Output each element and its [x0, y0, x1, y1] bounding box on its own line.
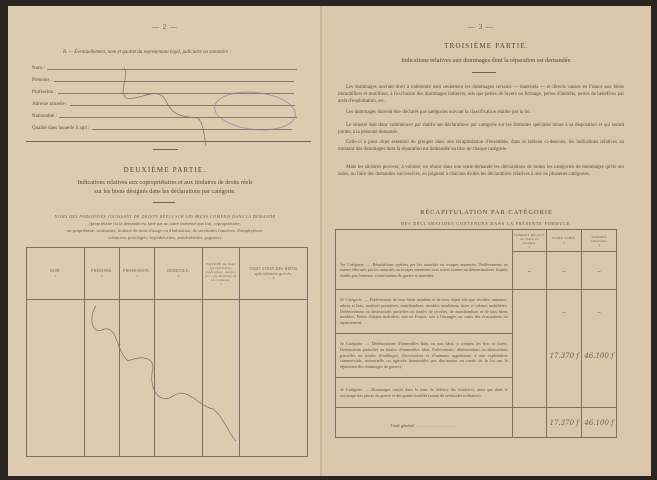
cell-sommes-recues[interactable]	[512, 334, 547, 378]
field-label: Nom :	[32, 66, 45, 71]
deuxieme-partie-subtitle-2: sur les biens désignés dans les déclarations par catégorie.	[94, 188, 236, 195]
page-number: — 3 —	[468, 23, 494, 31]
table-header-row	[336, 230, 617, 252]
table-row	[27, 300, 308, 457]
cell-sommes-demandees[interactable]: –	[582, 290, 617, 334]
cell-perte-subie[interactable]	[547, 378, 582, 408]
table-note-1: (propriétaire [si la demande est faite par un autre intéressé que lui], copropriétaire,	[89, 221, 241, 226]
page-left	[8, 6, 322, 476]
cell-category: 3e Catégorie. — Détériorations d'immeubles bâtis ou non bâtis, y compris les bois et forêts. Destructions partielles ou totales d'immeubles bâtis. Enlèvements, détériorations ou destructions partielles ou totales d'outillages, d'accessoires et d'animaux appartenant à une exploitation commerciale, industrielle ou agricole (immeubles par destination ou rurale de la loi sur la réparation des dommages de guerre).	[336, 334, 513, 378]
recapitulation-subtitle: DES DÉCLARATIONS CONTENUES DANS LA PRÉSENTE FORMULE.	[401, 221, 572, 226]
col-header-category	[336, 230, 513, 252]
divider-short	[472, 72, 496, 73]
cell-profession[interactable]	[119, 300, 154, 457]
field-label: Profession :	[32, 90, 56, 95]
col-header-profession: PROFESSION. 3	[119, 248, 154, 300]
divider-short	[153, 202, 175, 203]
col-header-domicile: DOMICILE. 4	[154, 248, 202, 300]
deuxieme-partie-subtitle-1: Indications relatives aux copropriétaires et aux titulaires de droits réels	[77, 179, 253, 186]
paragraph-4: Celle-ci a pour objet essentiel de grouper dans une récapitulation d'ensemble, dans le tableau ci-dessous, les indications relatives au montant des dommages dont la réparation est demandée au titre de chaque catégorie.	[338, 140, 624, 153]
cell-category: 2e Catégorie. — Enlèvements de tous biens meubles et de tous objets tels que récoltes, animaux, arbres et bois, matières premières, marchandises, meubles meublants, titres et valeurs mobilières. Détériorations ou destructions partielles ou totales de récoltes, de marchandises et de tous biens meubles. Pertes d'objets mobiliers, soit en France, soit à l'étranger, au cours des évacuations ou rapatriement.	[336, 290, 513, 334]
table-note-3: créanciers privilégiés, hypothécaires, antichrésistes, gagistes).	[108, 235, 222, 240]
cell-indication-biens[interactable]	[239, 300, 307, 457]
table-row-category-2	[336, 290, 617, 334]
page-right	[322, 6, 651, 476]
field-label: Nationalité :	[32, 114, 57, 119]
paragraph-2: Les dommages doivent être déclarés par catégories suivant la classification établie par la loi.	[346, 110, 531, 115]
cell-sommes-demandees[interactable]: –	[582, 252, 617, 290]
cell-nom[interactable]	[27, 300, 85, 457]
col-header-nom: NOM. 1	[27, 248, 85, 300]
cell-perte-subie[interactable]: 17.370 f	[547, 334, 582, 378]
paragraph-5: Mais les sinistrés peuvent, à volonté, ou réunir dans une seule demande les déclarations de toutes les catégories de dommages qu'ils ont subis, ou faire des demandes successives, en joignant à chacune d'elles les déclarations relatives à une ou plusieurs catégories.	[338, 165, 624, 178]
cell-total-sommes-demandees[interactable]: 46.100 f	[582, 408, 617, 438]
cell-category: 1re Catégorie. — Réquisitions opérées par les autorités ou troupes ennemies. Prélèvements en nature effectués par les autorités ou troupes ennemies sous toutes formes ou dénominations. Impôts établis par l'ennemi, contributions de guerre et amendes.	[336, 252, 513, 290]
col-header-indication-biens: INDICATION DES BIENS spécialement grevés. 6	[239, 248, 307, 300]
cell-prenoms[interactable]	[85, 300, 120, 457]
field-label: Prénoms :	[32, 78, 53, 83]
cell-category: 4e Catégorie. — Dommages causés dans la zone de défense des frontières, ainsi que dans le voisinage des places de guerre et des points fortifiés (zones de servitudes militaires).	[336, 378, 513, 408]
cell-sommes-demandees[interactable]: 46.100 f	[582, 334, 617, 378]
troisieme-partie-title: TROISIÈME PARTIE.	[444, 42, 529, 50]
table-row-category-3	[336, 334, 617, 378]
deuxieme-partie-title: DEUXIÈME PARTIE.	[123, 166, 207, 174]
recapitulation-table	[335, 229, 617, 438]
cell-perte-subie[interactable]: –	[547, 252, 582, 290]
cell-sommes-recues[interactable]	[512, 290, 547, 334]
cell-total-perte-subie[interactable]: 17.370 f	[547, 408, 582, 438]
paragraph-1: Les dommages ouvrant droit à indemnité sont seulement les dommages certains — matériels — et directs causés en France aux biens immobiliers et mobiliers, à l'exclusion des dommages indirects, tels que pertes de loyers ou fermage, pertes d'intérêts, pertes de bénéfices par arrêt d'exploitation, etc.	[338, 85, 624, 105]
cell-sommes-demandees[interactable]	[582, 378, 617, 408]
section-b-heading: B. — Éventuellement, nom et qualité du représentant légal, judiciaire ou statutaire :	[63, 50, 232, 55]
col-header-sommes-recues: SOMMES REÇUES de l'autorité ennemie. 1	[512, 230, 547, 252]
col-header-prenoms: PRÉNOMS. 2	[85, 248, 120, 300]
document-spread	[8, 6, 651, 476]
paragraph-3: Le sinistré doit donc commencer par établir ses déclarations par catégorie sur les formules spéciales mises à sa disposition et qui seront jointes à la présente demande.	[338, 123, 624, 136]
col-header-sommes-demandees: SOMMES demandées. 3	[582, 230, 617, 252]
table-note-2: nu-propriétaire, usufruitier, titulaire de droit d'usage ou d'habitation, de servitudes foncières, d'emphytéose,	[66, 228, 264, 233]
copropriétaires-table	[26, 247, 308, 457]
table-caption: NOMS DES PERSONNES JOUISSANT DE DROITS RÉELS SUR LES BIENS COMPRIS DANS LA DEMANDE	[54, 214, 276, 219]
page-number: — 2 —	[152, 23, 178, 31]
cell-perte-subie[interactable]: –	[547, 290, 582, 334]
col-header-nature-droit: NATURE du droit (propriétaire, usufruitier, usager, etc., ou montant de la créance). 5	[203, 248, 240, 300]
troisieme-partie-subtitle: Indications relatives aux dommages dont la réparation est demandée.	[401, 57, 572, 64]
cell-sommes-recues[interactable]	[512, 378, 547, 408]
col-header-perte-subie: PERTE SUBIE. 2	[547, 230, 582, 252]
field-label: Adresse actuelle :	[32, 102, 68, 107]
table-row-total	[336, 408, 617, 438]
table-row-category-4	[336, 378, 617, 408]
field-label: Qualité dans laquelle il agit :	[32, 126, 90, 131]
recapitulation-title: RÉCAPITULATION PAR CATÉGORIE	[420, 209, 553, 216]
table-header-row	[27, 248, 308, 300]
cell-sommes-recues[interactable]: –	[512, 252, 547, 290]
table-row-category-1	[336, 252, 617, 290]
cell-domicile[interactable]	[154, 300, 202, 457]
cell-total-sommes-recues[interactable]	[512, 408, 547, 438]
cell-total-label: Total général ..........................................	[336, 408, 513, 438]
cell-nature-droit[interactable]	[203, 300, 240, 457]
